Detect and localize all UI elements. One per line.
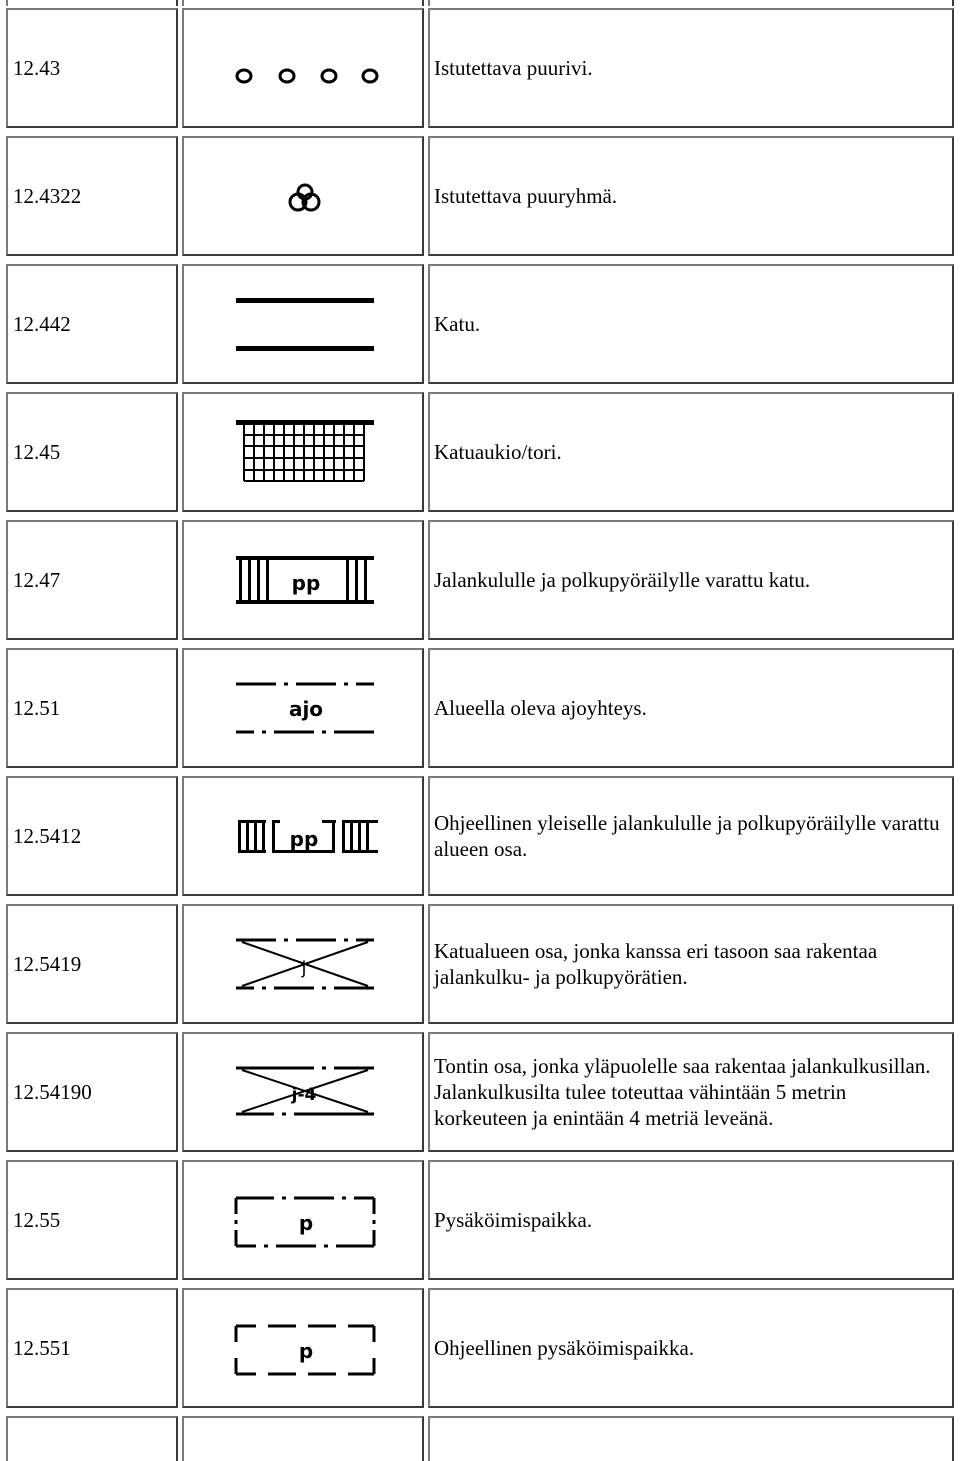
code-cell [6, 648, 178, 768]
code-text: 12.43 [13, 55, 61, 80]
code-cell [6, 1032, 178, 1152]
symbol-label: p [298, 1339, 314, 1363]
description-cell [428, 392, 954, 512]
description-cell [428, 1032, 954, 1152]
symbol-cell [182, 648, 424, 768]
footbridge-plot-icon [184, 1034, 422, 1150]
code-text: 12.5412 [13, 823, 82, 848]
symbol-cell [182, 1288, 424, 1408]
street-icon [184, 266, 422, 382]
code-text: 12.51 [13, 695, 61, 720]
symbol-cell [182, 392, 424, 512]
table-row-partial [0, 1416, 960, 1455]
code-cell [6, 520, 178, 640]
symbol-cell [182, 1032, 424, 1152]
description-cell [428, 8, 954, 128]
code-cell [6, 776, 178, 896]
description-text: Katuaukio/tori. [434, 440, 562, 464]
code-cell [6, 1160, 178, 1280]
code-text: 12.55 [13, 1207, 61, 1232]
description-cell [428, 648, 954, 768]
description-text: Katu. [434, 312, 481, 336]
table-row [0, 264, 960, 384]
table-row [0, 1160, 960, 1280]
tree-row-icon [184, 10, 422, 126]
symbol-cell [182, 136, 424, 256]
symbol-cell [182, 1160, 424, 1280]
description-cell [428, 520, 954, 640]
description-cell [428, 904, 954, 1024]
table-row [0, 1032, 960, 1152]
table-row [0, 136, 960, 256]
code-cell [6, 1416, 178, 1461]
description-text: Jalankululle ja polkupyöräilylle varattu katu. [434, 568, 811, 592]
symbol-label: pp [289, 827, 319, 851]
table-row [0, 8, 960, 128]
parking-guideline-icon [184, 1290, 422, 1406]
table-row [0, 1288, 960, 1408]
tree-group-icon [184, 138, 422, 254]
parking-icon [184, 1162, 422, 1278]
symbol-label: j-4 [291, 1085, 317, 1105]
square-grid-icon [184, 394, 422, 510]
description-cell [428, 1416, 954, 1461]
driveway-icon [184, 650, 422, 766]
symbol-cell [182, 776, 424, 896]
code-text: 12.47 [13, 567, 61, 592]
code-text: 12.5419 [13, 951, 82, 976]
code-cell [6, 264, 178, 384]
pedestrian-area-icon [184, 778, 422, 894]
table-row [0, 904, 960, 1024]
code-text: 12.54190 [13, 1079, 92, 1104]
symbol-cell [182, 1416, 424, 1461]
symbol-cell [182, 264, 424, 384]
description-text: Istutettava puurivi. [434, 56, 593, 80]
description-text: Alueella oleva ajoyhteys. [434, 696, 647, 720]
description-cell [428, 1160, 954, 1280]
code-cell [6, 136, 178, 256]
symbol-cell [182, 904, 424, 1024]
symbol-label: pp [291, 571, 321, 595]
description-cell [428, 264, 954, 384]
table-row [0, 648, 960, 768]
description-cell [428, 1288, 954, 1408]
description-text: Ohjeellinen yleiselle jalankululle ja polkupyöräilylle varattu alueen osa. [434, 811, 940, 861]
description-cell [428, 776, 954, 896]
description-text: Tontin osa, jonka yläpuolelle saa rakentaa jalankulkusillan. Jalankulkusilta tulee toteuttaa vähintään 5 metrin korkeuteen ja enintään 4 metriä leveänä. [434, 1054, 931, 1130]
code-cell [6, 392, 178, 512]
street-underpass-icon [184, 906, 422, 1022]
description-cell [428, 136, 954, 256]
code-text: 12.551 [13, 1335, 71, 1360]
code-cell [6, 904, 178, 1024]
code-text: 12.4322 [13, 183, 82, 208]
symbol-label: ajo [288, 697, 324, 721]
pedestrian-street-icon [184, 522, 422, 638]
description-text: Pysäköimispaikka. [434, 1208, 593, 1232]
table-row [0, 520, 960, 640]
symbol-cell [182, 520, 424, 640]
table-top-edge [0, 0, 960, 6]
description-text: Ohjeellinen pysäköimispaikka. [434, 1336, 695, 1360]
code-cell [6, 8, 178, 128]
table-row [0, 392, 960, 512]
symbol-cell [182, 8, 424, 128]
table-row [0, 776, 960, 896]
description-text: Istutettava puuryhmä. [434, 184, 618, 208]
description-text: Katualueen osa, jonka kanssa eri tasoon saa rakentaa jalankulku- ja polkupyörätien. [434, 939, 878, 989]
code-cell [6, 1288, 178, 1408]
symbol-label: j [301, 958, 307, 979]
code-text: 12.45 [13, 439, 61, 464]
code-text: 12.442 [13, 311, 71, 336]
symbol-label: p [298, 1211, 314, 1235]
